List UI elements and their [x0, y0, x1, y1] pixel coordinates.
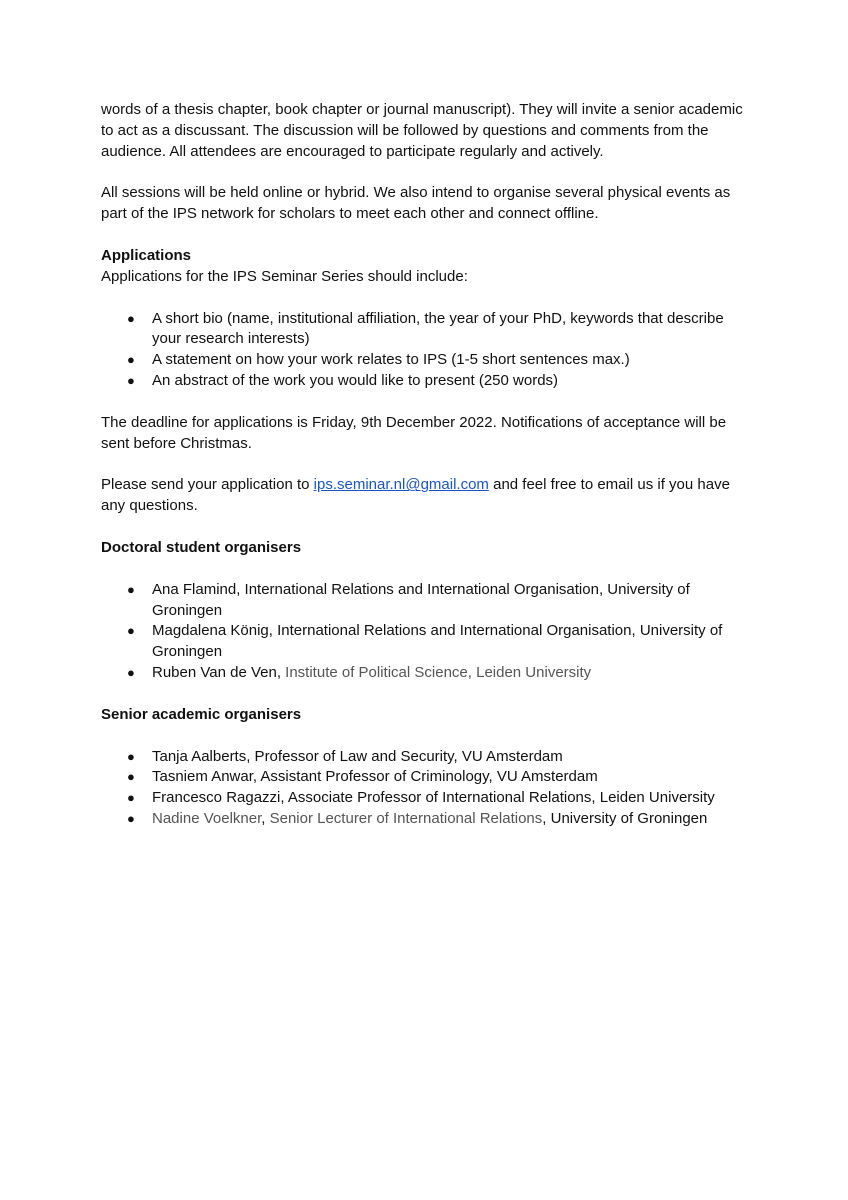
senior-organisers-heading: Senior academic organisers: [101, 705, 302, 723]
organiser-affiliation: Institute of Political Science, Leiden University: [285, 663, 592, 681]
list-item: [101, 788, 751, 809]
organiser-name: Ruben Van de Ven,: [152, 663, 286, 681]
separator: ,: [542, 809, 551, 827]
organiser-role: Senior Lecturer of International Relations: [269, 809, 543, 827]
list-item-text: Francesco Ragazzi, Associate Professor of International Relations, Leiden University: [152, 789, 715, 807]
bullet-icon: ●: [127, 790, 135, 806]
bullet-icon: ●: [127, 352, 135, 368]
bullet-icon: ●: [127, 372, 135, 388]
list-item: [101, 809, 751, 830]
list-item-text: An abstract of the work you would like to present (250 words): [152, 371, 559, 389]
doctoral-organisers-list: [101, 580, 751, 684]
organiser-university: University of Groningen: [550, 809, 708, 827]
bullet-icon: ●: [127, 623, 135, 639]
list-item: [101, 580, 751, 622]
deadline-paragraph: The deadline for applications is Friday, 9th December 2022. Notifications of acceptance will be sent before Christmas.: [101, 413, 727, 452]
list-item-text: A short bio (name, institutional affiliation, the year of your PhD, keywords that describe your research interests): [152, 309, 724, 348]
list-item: [101, 350, 751, 371]
list-item: [101, 747, 751, 768]
list-item-text: Tasniem Anwar, Assistant Professor of Criminology, VU Amsterdam: [152, 768, 598, 786]
contact-paragraph: [101, 475, 751, 517]
intro-paragraph-2: All sessions will be held online or hybrid. We also intend to organise several physical events as part of the IPS network for scholars to meet each other and connect offline.: [101, 184, 731, 223]
bullet-icon: ●: [127, 810, 135, 826]
applications-lead: Applications for the IPS Seminar Series should include:: [101, 267, 468, 285]
contact-text-after: and feel free to email us if you have any questions.: [101, 476, 730, 515]
document-page: [101, 100, 751, 851]
list-item: [101, 621, 751, 663]
list-item-text: Tanja Aalberts, Professor of Law and Security, VU Amsterdam: [152, 747, 563, 765]
list-item-text: A statement on how your work relates to IPS (1-5 short sentences max.): [152, 351, 630, 369]
list-item: [101, 371, 751, 392]
list-item: [101, 309, 751, 351]
list-item-text: Ana Flamind, International Relations and International Organisation, University of Groningen: [152, 580, 690, 619]
doctoral-organisers-heading: Doctoral student organisers: [101, 538, 302, 556]
email-link[interactable]: ips.seminar.nl@gmail.com: [313, 476, 489, 494]
list-item: [101, 663, 751, 684]
intro-paragraph-1: words of a thesis chapter, book chapter or journal manuscript). They will invite a senior academic to act as a discussant. The discussion will be followed by questions and comments from the audience. All attendees are encouraged to participate regularly and actively.: [101, 101, 743, 160]
bullet-icon: ●: [127, 748, 135, 764]
separator: ,: [261, 809, 270, 827]
bullet-icon: ●: [127, 769, 135, 785]
senior-organisers-list: [101, 747, 751, 830]
list-item-text: Magdalena König, International Relations and International Organisation, University of Groningen: [152, 622, 723, 661]
applications-list: [101, 309, 751, 392]
contact-text-before: Please send your application to: [101, 476, 314, 494]
bullet-icon: ●: [127, 664, 135, 680]
bullet-icon: ●: [127, 310, 135, 326]
applications-heading: Applications: [101, 246, 192, 264]
list-item: [101, 767, 751, 788]
bullet-icon: ●: [127, 581, 135, 597]
organiser-name: Nadine Voelkner: [152, 809, 262, 827]
